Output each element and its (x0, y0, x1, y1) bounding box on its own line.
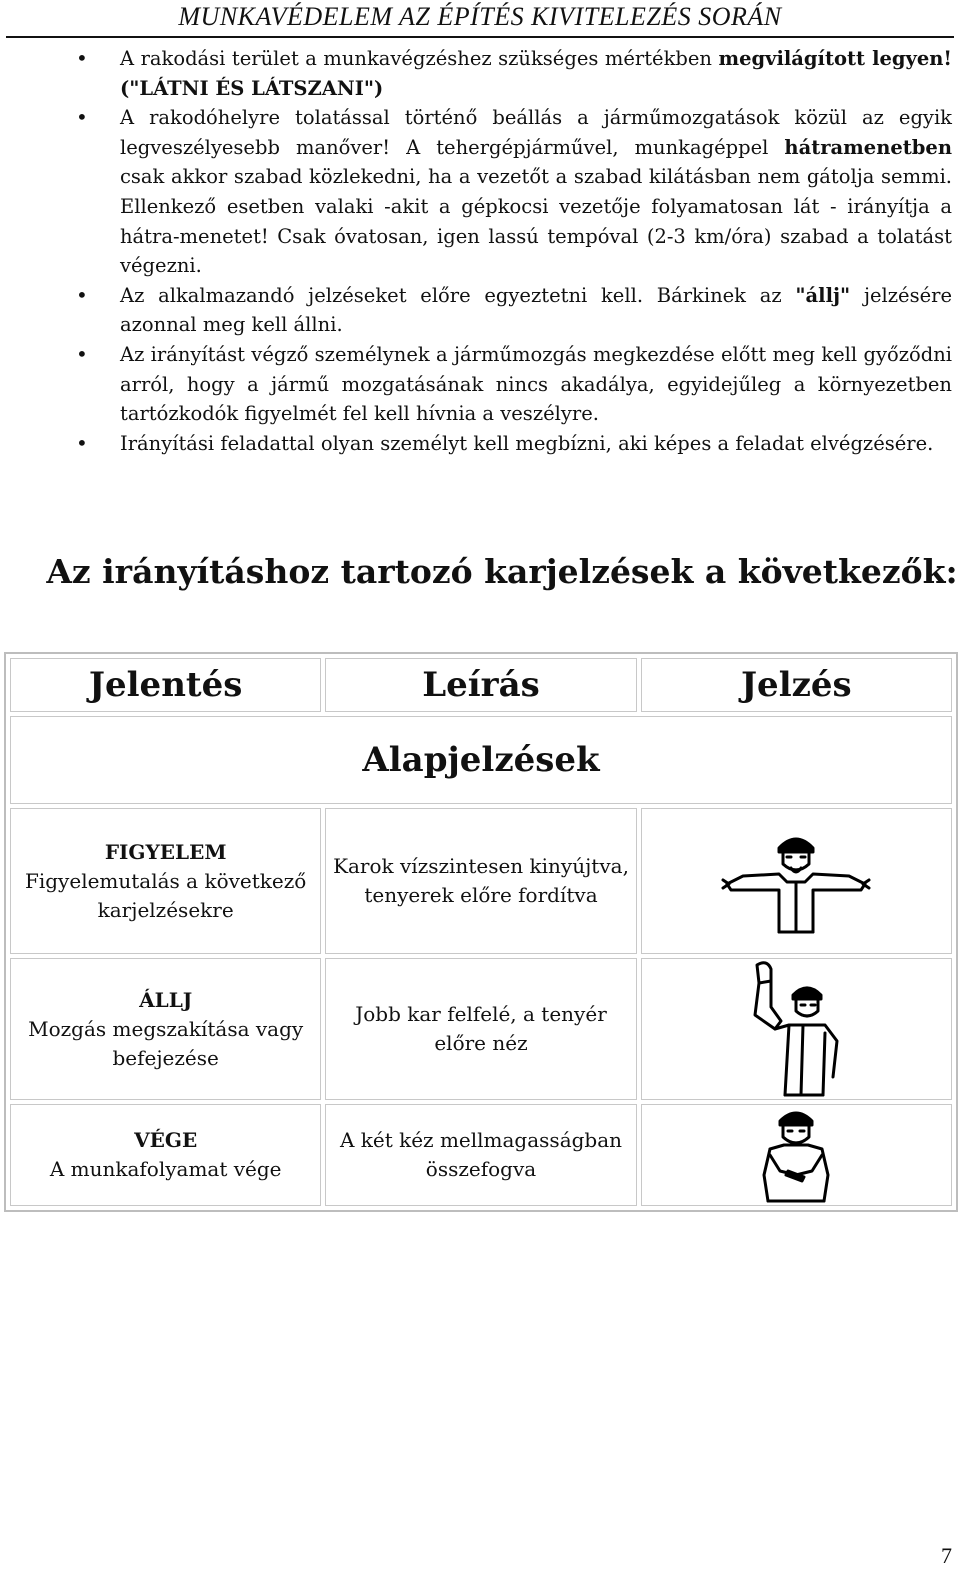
bullet-text: Az alkalmazandó jelzéseket előre egyeztetni kell. Bárkinek az (120, 283, 796, 307)
signal-description: A két kéz mellmagasságban összefogva (339, 1128, 623, 1181)
hands-clasped-figure-icon (746, 1105, 846, 1205)
signal-meaning: Mozgás megszakítása vagy befejezése (28, 1016, 304, 1070)
list-item (72, 103, 952, 281)
bullet-bold-text: megvilágított legyen! ("LÁTNI ÉS LÁTSZANI") (120, 47, 952, 100)
bullet-text: jelzésére azonnal meg kell állni. (120, 283, 952, 337)
safety-rules-list (72, 44, 952, 458)
list-item (72, 281, 952, 340)
signal-name: ÁLLJ (139, 987, 193, 1012)
column-header-description: Leírás (325, 658, 636, 712)
bullet-bold-text: hátramenetben (784, 135, 952, 159)
description-cell (325, 808, 636, 954)
running-header (6, 0, 954, 38)
column-header-signal: Jelzés (641, 658, 952, 712)
bullet-text: Az irányítást végző személynek a járműmozgás megkezdése előtt meg kell győződni arról, hogy a jármű mozgatásának nincs akadálya, egyidejűleg a környezetben tartózkodók figyelmét fel kell hívnia a veszélyre. (120, 342, 952, 426)
signal-meaning: Figyelemutalás a következő karjelzésekre (24, 868, 307, 922)
signal-description: Jobb kar felfelé, a tenyér előre néz (355, 1002, 607, 1055)
bullet-text: A rakodási terület a munkavégzéshez szükséges mértékben (120, 47, 719, 70)
meaning-cell (10, 958, 321, 1100)
arms-outstretched-figure-icon (721, 826, 871, 936)
section-heading: Az irányításhoz tartozó karjelzések a következők: (46, 552, 958, 591)
hand-signals-table (4, 652, 958, 1212)
table-row (10, 958, 952, 1100)
bullet-text: Irányítási feladattal olyan személyt kell megbízni, aki képes a feladat elvégzésére. (120, 431, 934, 455)
group-heading: Alapjelzések (10, 716, 952, 804)
meaning-cell (10, 1104, 321, 1206)
list-item (72, 429, 952, 459)
signal-description: Karok vízszintesen kinyújtva, tenyerek előre fordítva (333, 854, 629, 907)
signal-name: FIGYELEM (104, 839, 227, 864)
description-cell (325, 958, 636, 1100)
signal-figure-cell (641, 1104, 952, 1206)
column-header-meaning: Jelentés (10, 658, 321, 712)
page-number: 7 (941, 1543, 952, 1568)
list-item (72, 340, 952, 429)
bullet-bold-text: "állj" (795, 283, 851, 307)
header-title: MUNKAVÉDELEM AZ ÉPÍTÉS KIVITELEZÉS SORÁN (178, 2, 782, 31)
bullet-text: csak akkor szabad közlekedni, ha a vezetőt a szabad kilátásban nem gátolja semmi. Ellenkező esetben valaki -akit a gépkocsi vezetője folyamatosan lát - irányítja a hátra-menetet! Csak óvatosan, igen lassú tempóval (2-3 km/óra) szabad a tolatást végezni. (120, 165, 952, 278)
table-row (10, 1104, 952, 1206)
signal-meaning: A munkafolyamat vége (49, 1157, 282, 1181)
signal-name: VÉGE (134, 1128, 198, 1152)
signal-figure-cell (641, 958, 952, 1100)
group-row (10, 716, 952, 804)
signal-figure-cell (641, 808, 952, 954)
bullet-text: A rakodóhelyre tolatással történő beállás a járműmozgatások közül az egyik legveszélyesebb manőver! A tehergépjárművel, munkagéppel (120, 106, 952, 159)
table-row (10, 808, 952, 954)
table-header-row (10, 658, 952, 712)
list-item (72, 44, 952, 103)
description-cell (325, 1104, 636, 1206)
raised-arm-figure-icon (741, 959, 851, 1099)
meaning-cell (10, 808, 321, 954)
